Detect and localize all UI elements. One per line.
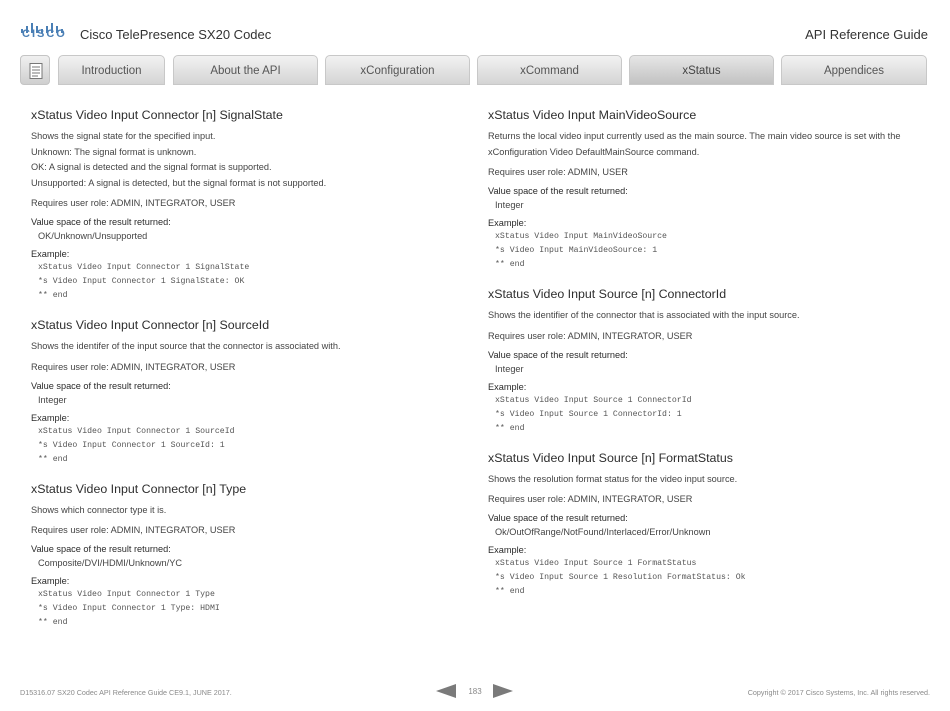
code-line: *s Video Input Connector 1 Type: HDMI bbox=[38, 604, 220, 613]
section-connector-sourceid bbox=[31, 318, 451, 467]
value-space-label: Value space of the result returned: bbox=[488, 349, 628, 360]
code-line: xStatus Video Input MainVideoSource bbox=[495, 232, 667, 241]
value-space-label: Value space of the result returned: bbox=[31, 217, 171, 227]
description-line: Shows the resolution format status for the video input source. bbox=[488, 473, 738, 484]
user-role: Requires user role: ADMIN, USER bbox=[488, 167, 628, 177]
example-label: Example: bbox=[488, 545, 527, 555]
code-line: *s Video Input Source 1 Resolution FormatStatus: Ok bbox=[495, 573, 746, 582]
example-label: Example: bbox=[31, 576, 70, 586]
page-footer bbox=[0, 684, 950, 704]
user-role: Requires user role: ADMIN, INTEGRATOR, USER bbox=[488, 330, 693, 341]
description-line: Unknown: The signal format is unknown. bbox=[31, 146, 197, 157]
tab-xcommand[interactable]: xCommand bbox=[477, 55, 622, 85]
code-line: xStatus Video Input Connector 1 SignalState bbox=[38, 263, 250, 272]
description-line: OK: A signal is detected and the signal format is supported. bbox=[31, 162, 272, 172]
value-space: Composite/DVI/HDMI/Unknown/YC bbox=[38, 558, 182, 568]
tab-xconfiguration[interactable]: xConfiguration bbox=[325, 55, 470, 85]
code-line: *s Video Input Source 1 ConnectorId: 1 bbox=[495, 409, 682, 419]
next-page-icon[interactable] bbox=[493, 684, 513, 698]
document-icon bbox=[29, 63, 43, 79]
description-line: Shows which connector type it is. bbox=[31, 504, 167, 515]
value-space-label: Value space of the result returned: bbox=[488, 186, 628, 196]
value-space-label: Value space of the result returned: bbox=[31, 380, 171, 391]
code-line: ** end bbox=[495, 260, 525, 269]
description-line: Unsupported: A signal is detected, but the signal format is not supported. bbox=[31, 177, 327, 188]
code-line: ** end bbox=[495, 423, 525, 433]
value-space-label: Value space of the result returned: bbox=[488, 513, 628, 523]
guide-title: API Reference Guide bbox=[805, 27, 928, 42]
value-space: OK/Unknown/Unsupported bbox=[38, 231, 148, 241]
tab-appendices[interactable]: Appendices bbox=[781, 55, 927, 85]
code-line: *s Video Input Connector 1 SignalState: OK bbox=[38, 277, 245, 286]
copyright: Copyright © 2017 Cisco Systems, Inc. All rights reserved. bbox=[747, 688, 930, 697]
section-title: xStatus Video Input Connector [n] SourceId bbox=[31, 318, 270, 332]
page-number: 183 bbox=[468, 687, 482, 696]
value-space: Integer bbox=[495, 363, 524, 374]
section-connector-signalstate bbox=[31, 108, 451, 303]
code-line: ** end bbox=[38, 454, 68, 464]
right-column bbox=[488, 108, 908, 614]
description-line: Shows the identifer of the input source that the connector is associated with. bbox=[31, 341, 341, 351]
example-label: Example: bbox=[31, 412, 70, 423]
document-id: D15316.07 SX20 Codec API Reference Guide CE9.1, JUNE 2017. bbox=[20, 688, 232, 697]
section-title: xStatus Video Input Source [n] ConnectorId bbox=[488, 287, 727, 301]
description-line: Returns the local video input currently used as the main source. The main video source is set with the xConfiguration Video DefaultMainSource command. bbox=[488, 131, 901, 157]
tab-about-the-api[interactable]: About the API bbox=[173, 55, 318, 85]
value-space-label: Value space of the result returned: bbox=[31, 544, 171, 554]
code-line: ** end bbox=[38, 618, 68, 627]
code-line: xStatus Video Input Source 1 FormatStatus bbox=[495, 559, 697, 568]
cisco-logo-text: CISCO bbox=[22, 28, 67, 40]
code-line: *s Video Input MainVideoSource: 1 bbox=[495, 246, 658, 255]
user-role: Requires user role: ADMIN, INTEGRATOR, USER bbox=[31, 198, 236, 208]
section-source-connectorid bbox=[488, 287, 908, 436]
description-line: Shows the identifier of the connector that is associated with the input source. bbox=[488, 310, 800, 320]
user-role: Requires user role: ADMIN, INTEGRATOR, USER bbox=[31, 525, 236, 535]
chapter-navigation bbox=[20, 55, 930, 85]
code-line: xStatus Video Input Connector 1 SourceId bbox=[38, 426, 235, 436]
section-title: xStatus Video Input Connector [n] SignalState bbox=[31, 108, 283, 122]
tab-introduction[interactable]: Introduction bbox=[58, 55, 165, 85]
section-title: xStatus Video Input MainVideoSource bbox=[488, 108, 697, 122]
code-line: ** end bbox=[495, 587, 525, 596]
left-column bbox=[31, 108, 451, 645]
value-space: Ok/OutOfRange/NotFound/Interlaced/Error/Unknown bbox=[495, 527, 711, 537]
value-space: Integer bbox=[495, 200, 524, 210]
product-title: Cisco TelePresence SX20 Codec bbox=[80, 27, 272, 42]
example-label: Example: bbox=[488, 381, 527, 392]
description-line: Shows the signal state for the specified input. bbox=[31, 131, 216, 141]
page-header bbox=[0, 0, 950, 50]
example-label: Example: bbox=[31, 249, 70, 259]
section-source-formatstatus bbox=[488, 451, 908, 600]
code-line: ** end bbox=[38, 291, 68, 300]
prev-page-icon[interactable] bbox=[436, 684, 456, 698]
section-mainvideosource bbox=[488, 108, 908, 272]
table-of-contents-button[interactable] bbox=[20, 55, 50, 85]
tab-xstatus[interactable]: xStatus bbox=[629, 55, 774, 85]
section-title: xStatus Video Input Connector [n] Type bbox=[31, 481, 247, 496]
user-role: Requires user role: ADMIN, INTEGRATOR, USER bbox=[488, 494, 693, 504]
user-role: Requires user role: ADMIN, INTEGRATOR, USER bbox=[31, 361, 236, 372]
section-connector-type bbox=[31, 482, 451, 631]
section-title: xStatus Video Input Source [n] FormatStatus bbox=[488, 450, 733, 465]
code-line: xStatus Video Input Source 1 ConnectorId bbox=[495, 395, 692, 405]
value-space: Integer bbox=[38, 394, 67, 405]
example-label: Example: bbox=[488, 218, 527, 228]
code-line: xStatus Video Input Connector 1 Type bbox=[38, 590, 215, 599]
code-line: *s Video Input Connector 1 SourceId: 1 bbox=[38, 440, 225, 450]
